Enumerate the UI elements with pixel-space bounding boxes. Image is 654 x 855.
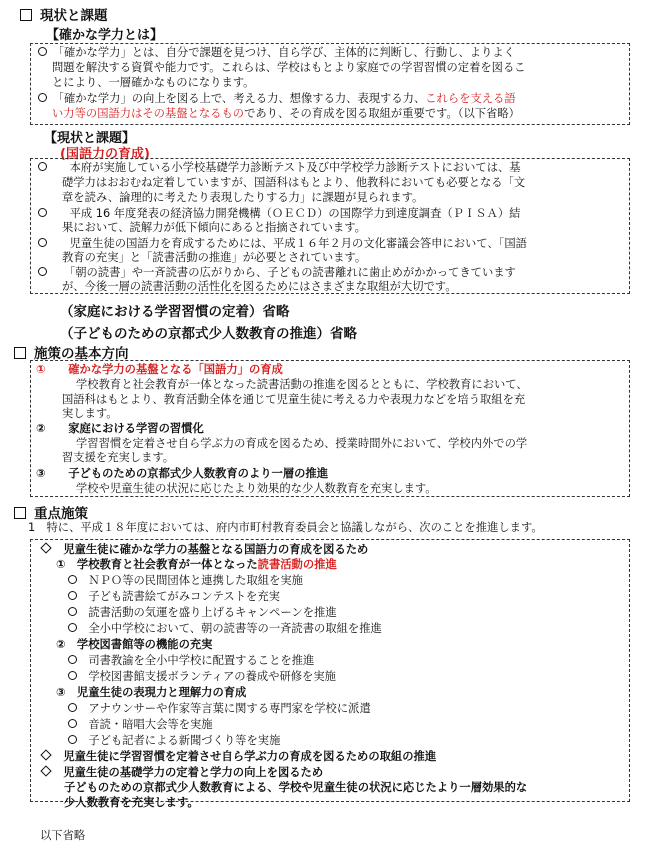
- direction-2-line-1: 学習習慣を定着させ自ら学ぶ力の育成を図るため、授業時間外において、学校内外での学: [76, 437, 528, 450]
- circle-bullet-icon: [38, 238, 47, 247]
- note-home-habits: （家庭における学習習慣の定着）省略: [60, 304, 290, 320]
- key-measures-intro: 1 特に、平成１８年度においては、府内市町村教育委員会と協議しながら、次のことを推進します。: [28, 521, 543, 534]
- subheading-solid-ability: 【確かな学力とは】: [46, 28, 164, 43]
- box2-line-7: 教育の充実」と「読書活動の推進」が必要とされています。: [62, 251, 367, 264]
- direction-2-line-2: 習支援を充実します。: [62, 451, 175, 464]
- square-bullet-icon: [14, 347, 26, 359]
- box1-line-3: とにより、一層確かなものになります。: [52, 76, 255, 89]
- box2-line-4: 平成 16 年度発表の経済協力開発機構（ＯＥＣＤ）の国際学力到達度調査（ＰＩＳＡ）結: [38, 207, 520, 221]
- measure-1-1-item-1: ＮＰＯ等の民間団体と連携した取組を実施: [68, 574, 303, 588]
- footer-omitted: 以下省略: [40, 829, 86, 842]
- direction-3-heading: ③ 子どものための京都式少人数教育のより一層の推進: [36, 467, 329, 480]
- box2-line-2: 礎学力はおおむね定着していますが、国語科はもとより、他教科においても必要となる「文: [62, 176, 526, 189]
- subheading-issues: 【現状と課題】: [44, 131, 136, 146]
- box2-line-1: 本府が実施している小学校基礎学力診断テスト及び中学校学力診断テストにおいては、基: [38, 161, 521, 175]
- box1-line-5: い力等の国語力はその基盤となるものであり、その育成を図る取組が重要です。（以下省略）: [52, 107, 520, 120]
- direction-1-line-3: 実します。: [62, 407, 118, 420]
- diamond-bullet-icon: [40, 542, 51, 553]
- measure-1-3-heading: ③ 児童生徒の表現力と理解力の育成: [56, 686, 247, 699]
- square-bullet-icon: [20, 9, 32, 21]
- measure-3-heading: 児童生徒の基礎学力の定着と学力の向上を図るため: [40, 766, 323, 780]
- direction-1-line-2: 国語科はもとより、教育活動全体を通じて児童生徒に考える力や表現力などを培う取組を充: [62, 393, 526, 406]
- circle-bullet-icon: [38, 93, 47, 102]
- section-heading-current-issues: 現状と課題: [20, 4, 108, 24]
- circle-bullet-icon: [68, 735, 77, 744]
- circle-bullet-icon: [38, 47, 47, 56]
- direction-3-line-1: 学校や児童生徒の状況に応じたより効果的な少人数教育を充実します。: [76, 482, 437, 495]
- subheading-language-ability: (国語力の育成): [60, 147, 150, 162]
- measure-1-2-item-2: 学校図書館支援ボランティアの養成や研修を実施: [68, 670, 336, 684]
- direction-1-heading: ① 確かな学力の基盤となる「国語力」の育成: [36, 363, 283, 376]
- box2-line-5: 果において、読解力が低下傾向にあると指摘されています。: [62, 221, 366, 234]
- diamond-bullet-icon: [40, 749, 51, 760]
- measure-1-1-item-2: 子ども読書絵てがみコンテストを充実: [68, 590, 280, 604]
- box1-line-1: 「確かな学力」とは、自分で課題を見つけ、自ら学び、主体的に判断し、行動し、よりよく: [38, 46, 515, 60]
- direction-2-heading: ② 家庭における学習の習慣化: [36, 422, 204, 435]
- box1-line-4: 「確かな学力」の向上を図る上で、考える力、想像する力、表現する力、これらを支える語: [38, 92, 516, 106]
- diamond-bullet-icon: [40, 765, 51, 776]
- circle-bullet-icon: [68, 655, 77, 664]
- measure-1-2-heading: ② 学校図書館等の機能の充実: [56, 638, 213, 651]
- circle-bullet-icon: [38, 267, 47, 276]
- measure-1-1-item-3: 読書活動の気運を盛り上げるキャンペーンを推進: [68, 606, 337, 620]
- circle-bullet-icon: [38, 162, 47, 171]
- note-small-class: （子どものための京都式少人数教育の推進）省略: [60, 326, 357, 342]
- box2-line-9: が、今後一層の読書活動の活性化を図るためにはさまざまな取組が大切です。: [62, 280, 457, 293]
- box1-line-2: 問題を解決する資質や能力です。これらは、学校はもとより家庭での学習習慣の定着を図るこ: [52, 61, 526, 74]
- direction-1-line-1: 学校教育と社会教育が一体となった読書活動の推進を図るとともに、学校教育において、: [76, 378, 528, 391]
- circle-bullet-icon: [68, 575, 77, 584]
- measure-1-1-item-4: 全小中学校において、朝の読書等の一斉読書の取組を推進: [68, 622, 382, 636]
- circle-bullet-icon: [68, 719, 77, 728]
- measure-1-heading: 児童生徒に確かな学力の基盤となる国語力の育成を図るため: [40, 543, 368, 557]
- measure-1-3-item-2: 音読・暗唱大会等を実施: [68, 718, 213, 732]
- box2-line-6: 児童生徒の国語力を育成するためには、平成１６年２月の文化審議会答申において、「国語: [38, 237, 527, 251]
- circle-bullet-icon: [68, 623, 77, 632]
- box2-line-8: 「朝の読書」や一斉読書の広がりから、子どもの読書離れに歯止めがかかってきています: [38, 266, 516, 280]
- measure-2-heading: 児童生徒に学習習慣を定着させ自ら学ぶ力の育成を図るための取組の推進: [40, 750, 436, 764]
- square-bullet-icon: [14, 507, 26, 519]
- circle-bullet-icon: [68, 671, 77, 680]
- measure-3-line-1: 子どものための京都式少人数教育による、学校や児童生徒の状況に応じたより一層効果的な: [64, 781, 528, 794]
- measure-1-2-item-1: 司書教諭を全小中学校に配置することを推進: [68, 654, 314, 668]
- measure-3-line-2: 少人数教育を充実します。: [64, 796, 199, 809]
- box2-line-3: 章を読み、論理的に考えたり表現したりする力」に課題が見られます。: [62, 191, 424, 204]
- measure-1-1-heading: ① 学校教育と社会教育が一体となった読書活動の推進: [56, 558, 337, 571]
- section-heading-key-measures: 重点施策: [14, 502, 88, 522]
- circle-bullet-icon: [38, 208, 47, 217]
- circle-bullet-icon: [68, 591, 77, 600]
- section-heading-basic-direction: 施策の基本方向: [14, 342, 129, 362]
- measure-1-3-item-3: 子ども記者による新聞づくり等を実施: [68, 734, 280, 748]
- measure-1-3-item-1: アナウンサーや作家等言葉に関する専門家を学校に派遣: [68, 702, 371, 716]
- circle-bullet-icon: [68, 703, 77, 712]
- circle-bullet-icon: [68, 607, 77, 616]
